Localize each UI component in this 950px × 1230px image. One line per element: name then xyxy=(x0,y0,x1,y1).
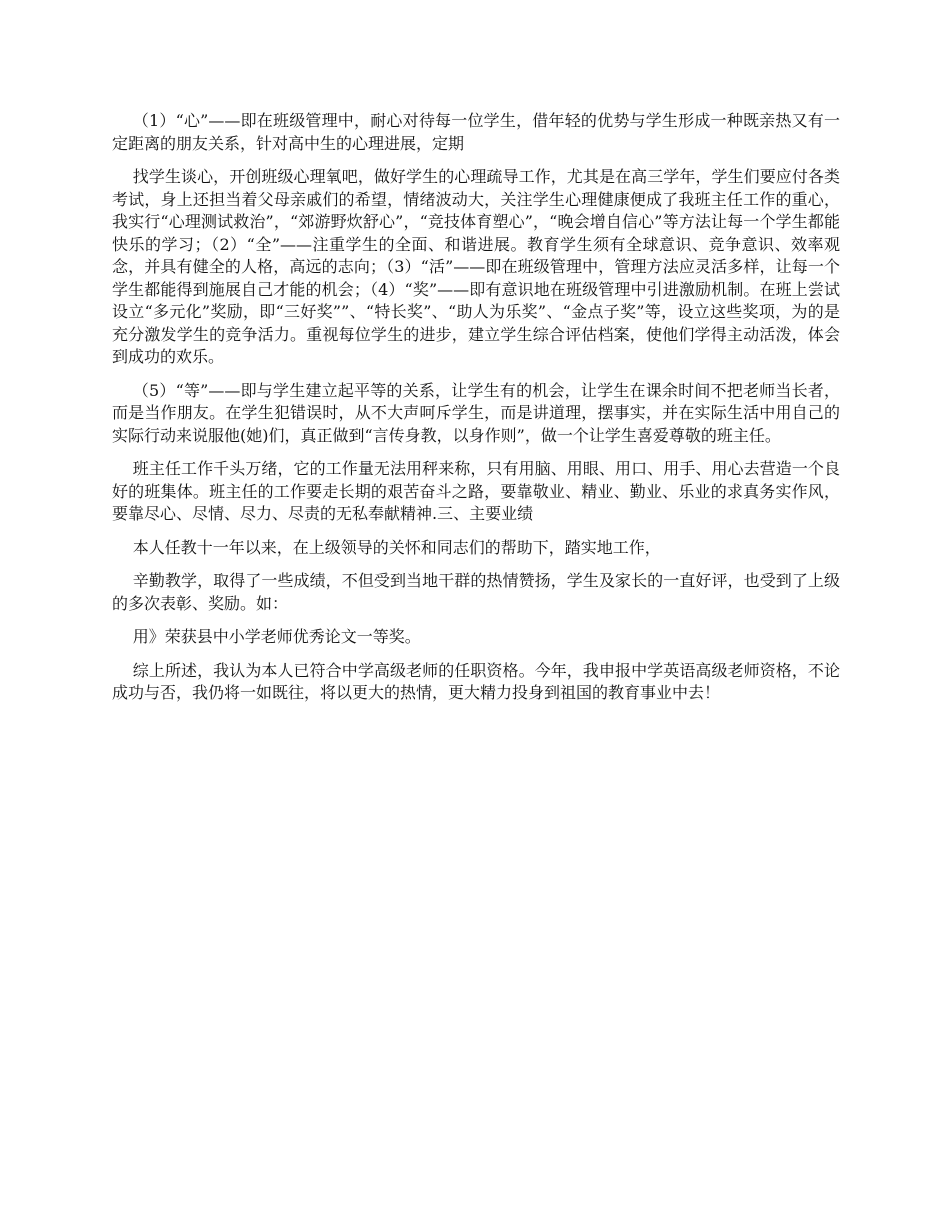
paragraph-1: （1）“心”——即在班级管理中，耐心对待每一位学生，借年轻的优势与学生形成一种既亲热又有一定距离的朋友关系，针对高中生的心理进展，定期 xyxy=(112,111,840,153)
paragraph-5: 本人任教十一年以来，在上级领导的关怀和同志们的帮助下，踏实地工作， xyxy=(132,537,661,557)
paragraph-7: 用》荣获县中小学老师优秀论文一等奖。 xyxy=(132,627,421,646)
paragraph-2: 找学生谈心，开创班级心理氧吧，做好学生的心理疏导工作，尤其是在高三学年，学生们要应付各类考试，身上还担当着父母亲戚们的希望，情绪波动大，关注学生心理健康便成了我班主任工作的重心，我实行“心理测试救治”，“郊游野炊舒心”，“竞技体育塑心”，“晚会增自信心”等方法让每一个学生都能快乐的学习；（2）“全”——注重学生的全面、和谐进展。教育学生须有全球意识、竞争意识、效率观念，并具有健全的人格，高远的志向；（3）“活”——即在班级管理中，管理方法应灵活多样，让每一个学生都能得到施展自己才能的机会；（4）“奖”——即有意识地在班级管理中引进激励机制。在班上尝试设立“多元化”奖励，即“三好奖””、“特长奖”、“助人为乐奖”、“金点子奖”等，设立这些奖项，为的是充分激发学生的竞争活力。重视每位学生的进步，建立学生综合评估档案，使他们学得主动活泼，体会到成功的欢乐。 xyxy=(112,167,840,366)
paragraph-8: 综上所述，我认为本人已符合中学高级老师的任职资格。今年，我申报中学英语高级老师资格，不论成功与否，我仍将一如既往，将以更大的热情，更大精力投身到祖国的教育事业中去！ xyxy=(112,660,840,702)
paragraph-4: 班主任工作千头万绪，它的工作量无法用秤来称，只有用脑、用眼、用口、用手、用心去营造一个良好的班集体。班主任的工作要走长期的艰苦奋斗之路，要靠敬业、精业、勤业、乐业的求真务实作风，要靠尽心、尽情、尽力、尽责的无私奉献精神.三、主要业绩 xyxy=(112,459,840,523)
document-body xyxy=(112,110,840,716)
paragraph-6: 辛勤教学，取得了一些成绩，不但受到当地干群的热情赞扬，学生及家长的一直好评，也受到了上级的多次表彰、奖励。如： xyxy=(112,571,840,613)
paragraph-3: （5）“等”——即与学生建立起平等的关系，让学生有的机会，让学生在课余时间不把老师当长者，而是当作朋友。在学生犯错误时，从不大声呵斥学生，而是讲道理，摆事实，并在实际生活中用自己的实际行动来说服他(她)们，真正做到“言传身教，以身作则”，做一个让学生喜爱尊敬的班主任。 xyxy=(112,380,840,445)
